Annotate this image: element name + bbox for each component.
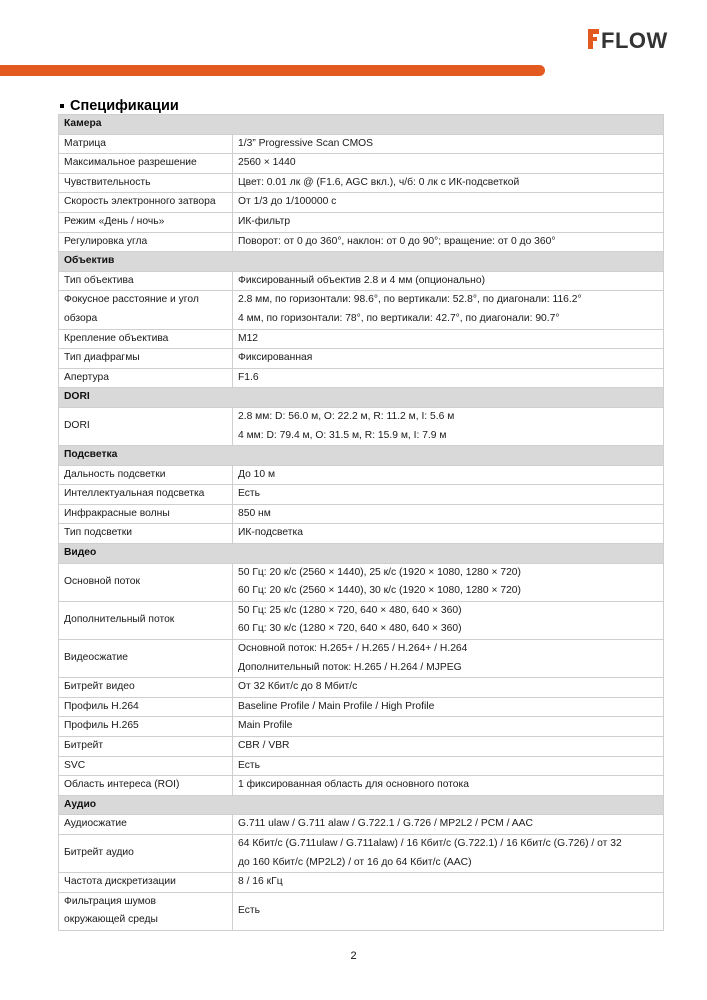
spec-value-line: 1 фиксированная область для основного потока xyxy=(238,779,469,791)
spec-value xyxy=(233,756,664,776)
spec-label xyxy=(59,601,233,639)
spec-label-line: Частота дискретизации xyxy=(64,876,176,888)
spec-label xyxy=(59,697,233,717)
group-title: Объектив xyxy=(59,252,664,272)
spec-value xyxy=(233,465,664,485)
spec-value-line: Основной поток: H.265+ / H.265 / H.264+ / H.264 xyxy=(238,643,468,655)
group-header-row xyxy=(59,446,664,466)
spec-value-line: 2.8 мм: D: 56.0 м, O: 22.2 м, R: 11.2 м, I: 5.6 м xyxy=(238,410,455,422)
spec-value-line: Фиксированный объектив 2.8 и 4 мм (опционально) xyxy=(238,274,486,286)
group-title: Подсветка xyxy=(59,446,664,466)
spec-row xyxy=(59,640,664,678)
spec-label-line: Скорость электронного затвора xyxy=(64,196,216,208)
spec-label-line: Битрейт видео xyxy=(64,681,135,693)
spec-value-line: 50 Гц: 25 к/с (1280 × 720, 640 × 480, 640 × 360) xyxy=(238,604,462,616)
spec-value xyxy=(233,134,664,154)
spec-label xyxy=(59,193,233,213)
spec-label xyxy=(59,271,233,291)
spec-label-line: Основной поток xyxy=(64,575,140,587)
section-title xyxy=(60,96,179,116)
spec-label xyxy=(59,892,233,930)
spec-value xyxy=(233,563,664,601)
spec-label-line: окружающей среды xyxy=(64,914,158,926)
spec-value xyxy=(233,271,664,291)
spec-label xyxy=(59,173,233,193)
spec-label-line: Крепление объектива xyxy=(64,332,169,344)
spec-row xyxy=(59,407,664,445)
spec-value-line: Цвет: 0.01 лк @ (F1.6, AGC вкл.), ч/б: 0 лк с ИК-подсветкой xyxy=(238,176,520,188)
spec-label-line: Фокусное расстояние и угол xyxy=(64,294,199,306)
spec-value-line: 60 Гц: 20 к/с (2560 × 1440), 30 к/с (1920 × 1080, 1280 × 720) xyxy=(238,585,521,597)
spec-label-line: Инфракрасные волны xyxy=(64,507,170,519)
spec-label xyxy=(59,640,233,678)
spec-value xyxy=(233,524,664,544)
spec-label-line: Фильтрация шумов xyxy=(64,895,156,907)
spec-label xyxy=(59,815,233,835)
header-accent-bar xyxy=(0,65,545,76)
spec-row xyxy=(59,815,664,835)
spec-row xyxy=(59,368,664,388)
spec-label-line: Профиль H.264 xyxy=(64,700,139,712)
spec-label-line: Матрица xyxy=(64,137,107,149)
spec-value-line: 4 мм: D: 79.4 м, O: 31.5 м, R: 15.9 м, I: 7.9 м xyxy=(238,429,447,441)
spec-label-line: Битрейт аудио xyxy=(64,847,134,859)
spec-value xyxy=(233,212,664,232)
spec-label xyxy=(59,291,233,329)
spec-value xyxy=(233,697,664,717)
spec-value xyxy=(233,291,664,329)
specifications-table xyxy=(58,114,664,931)
spec-label xyxy=(59,756,233,776)
spec-value xyxy=(233,737,664,757)
spec-value-line: Дополнительный поток: H.265 / H.264 / MJPEG xyxy=(238,661,462,673)
spec-row xyxy=(59,134,664,154)
spec-label xyxy=(59,563,233,601)
group-header-row xyxy=(59,795,664,815)
spec-label xyxy=(59,524,233,544)
spec-label-line: Тип диафрагмы xyxy=(64,352,140,364)
spec-label-line: Тип подсветки xyxy=(64,527,132,539)
spec-label-line: Аудиосжатие xyxy=(64,818,127,830)
spec-label-line: Чувствительность xyxy=(64,176,151,188)
group-title: Аудио xyxy=(59,795,664,815)
spec-value xyxy=(233,776,664,796)
spec-label-line: Максимальное разрешение xyxy=(64,157,197,169)
spec-value xyxy=(233,349,664,369)
spec-row xyxy=(59,329,664,349)
spec-label xyxy=(59,349,233,369)
logo-text: FLOW xyxy=(601,28,668,52)
spec-value xyxy=(233,892,664,930)
spec-value xyxy=(233,717,664,737)
spec-label-line: Видеосжатие xyxy=(64,652,128,664)
spec-label-line: SVC xyxy=(64,759,86,771)
spec-value xyxy=(233,329,664,349)
group-header-row xyxy=(59,252,664,272)
spec-label xyxy=(59,212,233,232)
spec-label-line: Регулировка угла xyxy=(64,235,148,247)
spec-row xyxy=(59,678,664,698)
spec-row xyxy=(59,271,664,291)
spec-value-line: 50 Гц: 20 к/с (2560 × 1440), 25 к/с (1920 × 1080, 1280 × 720) xyxy=(238,566,521,578)
group-title: DORI xyxy=(59,388,664,408)
spec-label-line: Режим «День / ночь» xyxy=(64,215,165,227)
spec-value-line: 60 Гц: 30 к/с (1280 × 720, 640 × 480, 640 × 360) xyxy=(238,623,462,635)
spec-row xyxy=(59,697,664,717)
spec-value xyxy=(233,678,664,698)
spec-row xyxy=(59,737,664,757)
spec-value-line: 2560 × 1440 xyxy=(238,157,296,169)
spec-row xyxy=(59,212,664,232)
spec-value xyxy=(233,193,664,213)
spec-label xyxy=(59,834,233,872)
spec-label-line: Дальность подсветки xyxy=(64,468,166,480)
spec-label xyxy=(59,485,233,505)
spec-label xyxy=(59,232,233,252)
spec-row xyxy=(59,232,664,252)
spec-value-line: 1/3” Progressive Scan CMOS xyxy=(238,137,374,149)
group-header-row xyxy=(59,115,664,135)
spec-row xyxy=(59,173,664,193)
spec-value-line: Поворот: от 0 до 360°, наклон: от 0 до 90°; вращение: от 0 до 360° xyxy=(238,235,556,247)
spec-label-line: Апертура xyxy=(64,371,109,383)
spec-row xyxy=(59,717,664,737)
spec-row xyxy=(59,504,664,524)
spec-row xyxy=(59,563,664,601)
spec-label-line: Дополнительный поток xyxy=(64,614,175,626)
spec-value xyxy=(233,154,664,174)
spec-value-line: 4 мм, по горизонтали: 78°, по вертикали: 42.7°, по диагонали: 90.7° xyxy=(238,312,560,324)
spec-row xyxy=(59,485,664,505)
spec-label-line: DORI xyxy=(64,420,90,432)
spec-row xyxy=(59,349,664,369)
spec-value-line: 64 Кбит/с (G.711ulaw / G.711alaw) / 16 Кбит/с (G.722.1) / 16 Кбит/с (G.726) / от 32 xyxy=(238,837,622,849)
spec-row xyxy=(59,291,664,329)
spec-value-line: Main Profile xyxy=(238,720,293,732)
spec-value-line: До 10 м xyxy=(238,468,276,480)
spec-label-line: Профиль H.265 xyxy=(64,720,139,732)
spec-row xyxy=(59,756,664,776)
spec-row xyxy=(59,193,664,213)
spec-value-line: От 1/3 до 1/100000 с xyxy=(238,196,337,208)
spec-value xyxy=(233,873,664,893)
spec-value xyxy=(233,815,664,835)
spec-label-line: обзора xyxy=(64,312,98,324)
spec-value xyxy=(233,834,664,872)
spec-value-line: Baseline Profile / Main Profile / High Profile xyxy=(238,700,435,712)
spec-value-line: CBR / VBR xyxy=(238,740,290,751)
spec-value-line: до 160 Кбит/с (MP2L2) / от 16 до 64 Кбит/с (AAC) xyxy=(238,856,472,868)
flow-logo xyxy=(586,26,676,52)
spec-label xyxy=(59,717,233,737)
spec-label-line: Область интереса (ROI) xyxy=(64,779,180,791)
spec-value-line: F1.6 xyxy=(238,371,259,383)
spec-value xyxy=(233,173,664,193)
spec-value-line: ИК-фильтр xyxy=(238,215,291,227)
spec-row xyxy=(59,892,664,930)
bullet-icon xyxy=(60,104,64,108)
group-header-row xyxy=(59,388,664,408)
spec-label xyxy=(59,873,233,893)
spec-value-line: 850 нм xyxy=(238,507,271,519)
spec-value-line: Есть xyxy=(238,488,260,500)
spec-value xyxy=(233,504,664,524)
spec-value xyxy=(233,640,664,678)
spec-label xyxy=(59,368,233,388)
spec-row xyxy=(59,465,664,485)
spec-row xyxy=(59,776,664,796)
spec-value-line: Фиксированная xyxy=(238,352,313,364)
group-title: Камера xyxy=(59,115,664,135)
spec-row xyxy=(59,873,664,893)
spec-label xyxy=(59,134,233,154)
spec-value-line: G.711 ulaw / G.711 alaw / G.722.1 / G.726 / MP2L2 / PCM / AAC xyxy=(238,818,533,830)
spec-value xyxy=(233,485,664,505)
page-number: 2 xyxy=(350,950,357,962)
spec-value-line: M12 xyxy=(238,332,259,344)
spec-label xyxy=(59,678,233,698)
spec-label xyxy=(59,329,233,349)
section-title-text: Спецификации xyxy=(70,98,179,114)
spec-label-line: Тип объектива xyxy=(64,274,134,286)
spec-value-line: 8 / 16 кГц xyxy=(238,876,283,888)
spec-value-line: ИК-подсветка xyxy=(238,527,303,539)
spec-value-line: От 32 Кбит/с до 8 Мбит/с xyxy=(238,681,358,693)
spec-label-line: Интеллектуальная подсветка xyxy=(64,488,205,500)
spec-label-line: Битрейт xyxy=(64,740,104,751)
spec-label xyxy=(59,776,233,796)
spec-value xyxy=(233,232,664,252)
spec-row xyxy=(59,154,664,174)
spec-row xyxy=(59,834,664,872)
spec-row xyxy=(59,524,664,544)
spec-label xyxy=(59,407,233,445)
spec-value xyxy=(233,601,664,639)
spec-value xyxy=(233,368,664,388)
spec-label xyxy=(59,154,233,174)
spec-value xyxy=(233,407,664,445)
spec-value-line: 2.8 мм, по горизонтали: 98.6°, по вертикали: 52.8°, по диагонали: 116.2° xyxy=(238,294,582,306)
group-title: Видео xyxy=(59,544,664,564)
spec-label xyxy=(59,504,233,524)
group-header-row xyxy=(59,544,664,564)
spec-value-line: Есть xyxy=(238,905,260,917)
spec-label xyxy=(59,737,233,757)
spec-row xyxy=(59,601,664,639)
spec-value-line: Есть xyxy=(238,759,260,771)
spec-label xyxy=(59,465,233,485)
